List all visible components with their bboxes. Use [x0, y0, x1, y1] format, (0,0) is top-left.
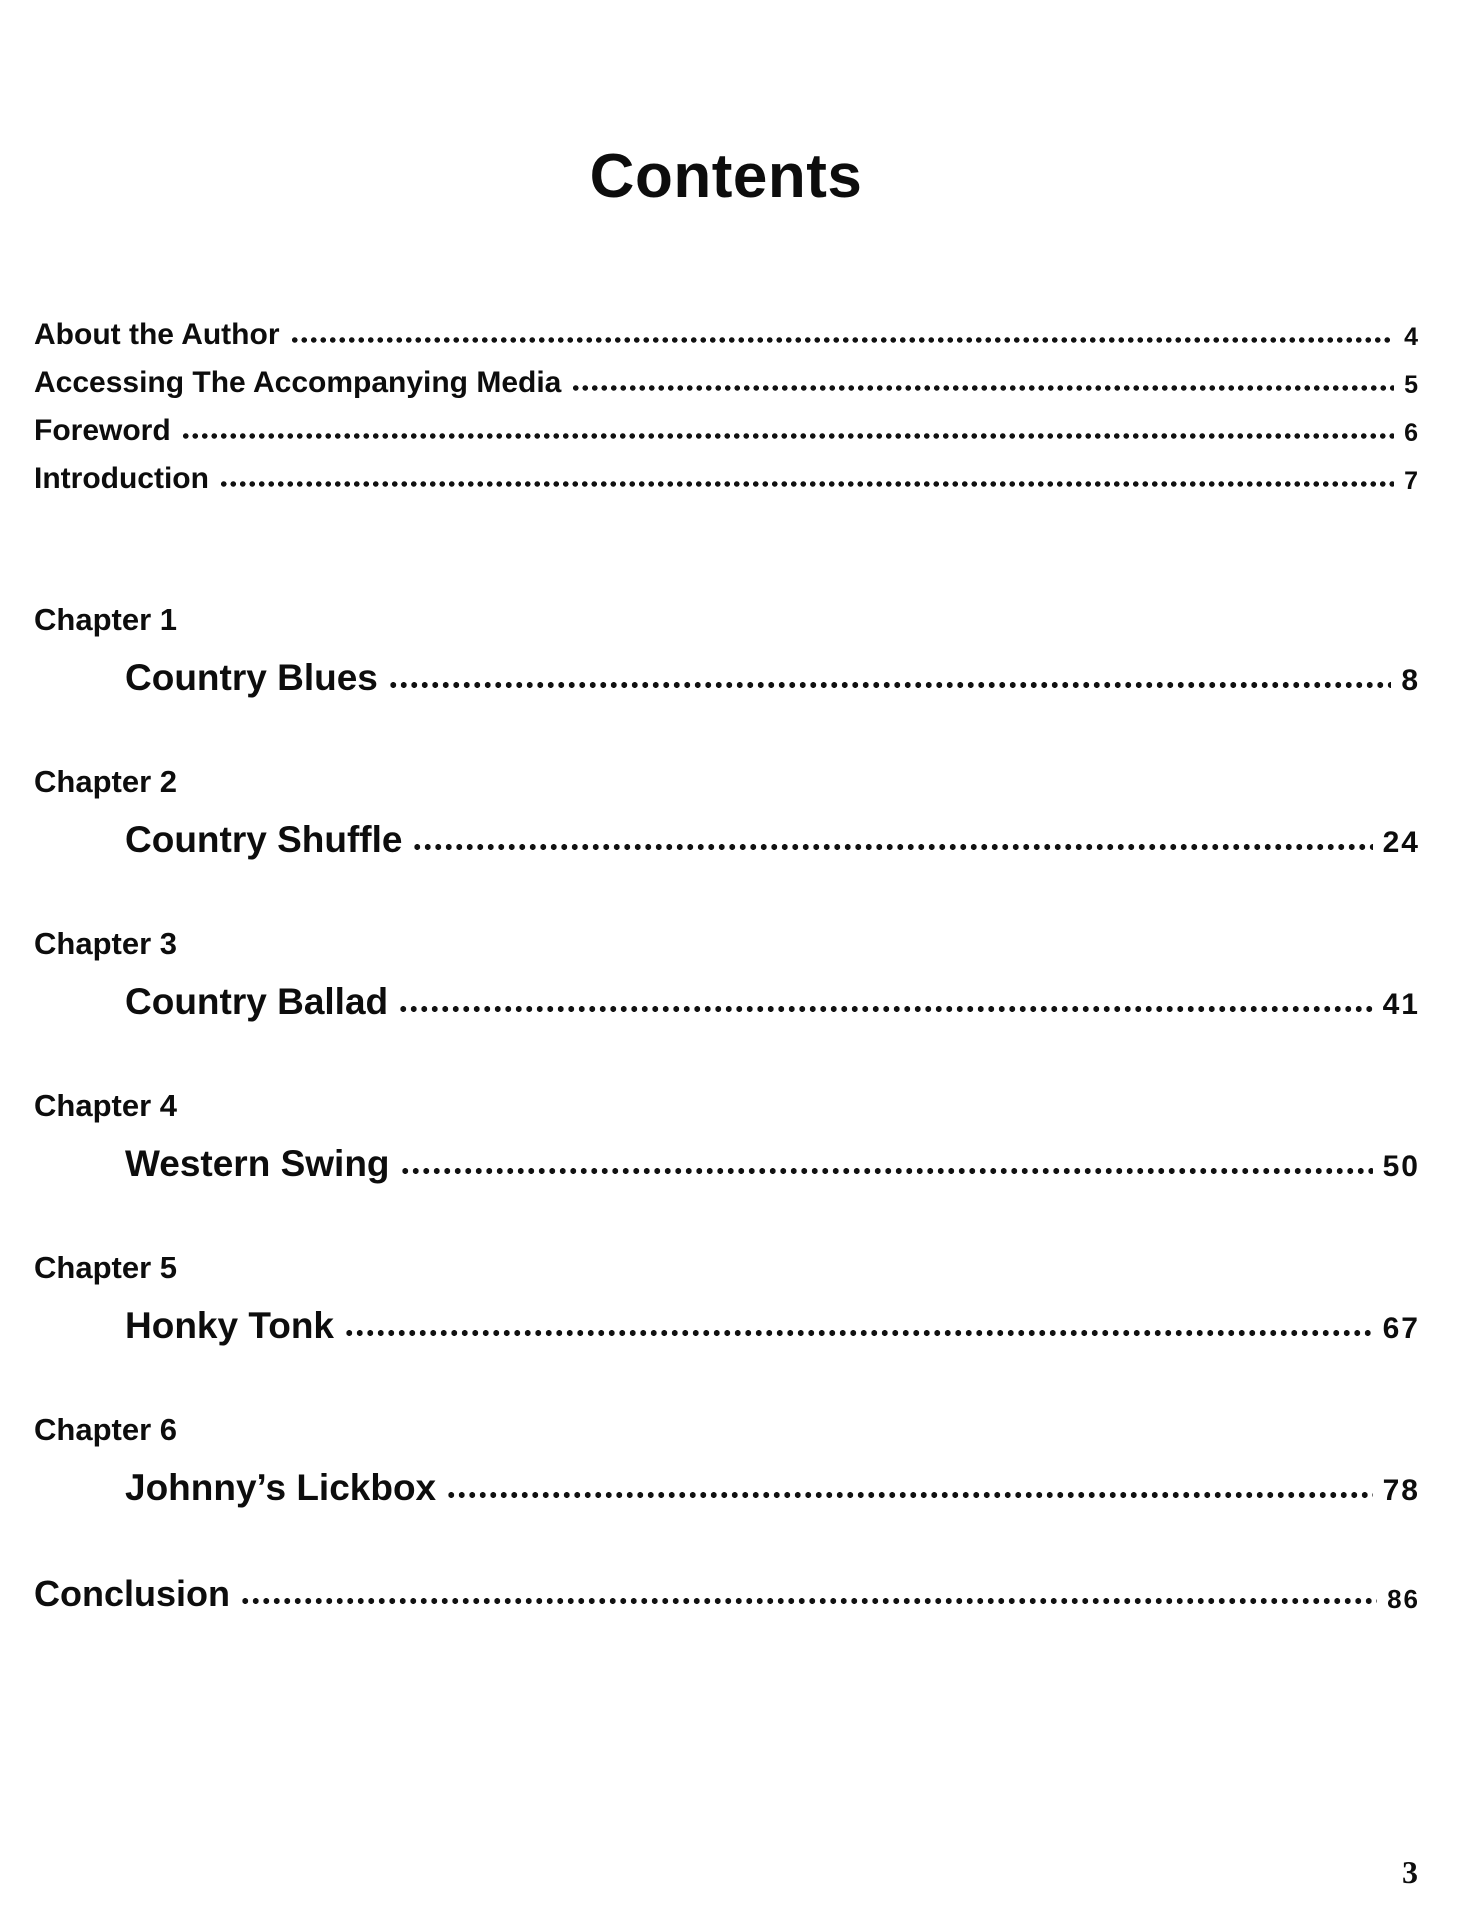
toc-entry-label: Conclusion	[34, 1573, 230, 1614]
dot-leader	[219, 481, 1394, 487]
chapter-title: Country Ballad	[125, 981, 389, 1022]
chapter-heading: Chapter 2	[34, 764, 177, 799]
chapter-title-row	[34, 1145, 1418, 1182]
chapter-heading: Chapter 1	[34, 602, 177, 637]
toc-entry-foreword	[34, 416, 1418, 446]
dot-leader	[398, 1006, 1372, 1012]
chapter-page: 67	[1382, 1312, 1420, 1345]
dot-leader	[181, 433, 1394, 439]
dot-leader	[240, 1598, 1377, 1604]
toc-entry-page: 6	[1404, 419, 1418, 447]
folio-page-number: 3	[1402, 1854, 1418, 1890]
chapter-title-row	[34, 1469, 1418, 1506]
dot-leader	[388, 682, 1391, 688]
dot-leader	[290, 337, 1395, 343]
toc-entry-page: 86	[1387, 1584, 1420, 1614]
dot-leader	[412, 844, 1372, 850]
chapter-page: 41	[1382, 988, 1420, 1021]
toc-entry-label: Accessing The Accompanying Media	[34, 366, 562, 399]
chapter-title: Western Swing	[125, 1143, 390, 1184]
chapter-block-3	[34, 928, 1418, 1020]
chapter-page: 8	[1401, 664, 1420, 697]
chapter-title-row	[34, 983, 1418, 1020]
chapter-list	[34, 604, 1418, 1506]
chapter-title: Honky Tonk	[125, 1305, 334, 1346]
toc-entry-introduction	[34, 464, 1418, 494]
toc-entry-page: 4	[1404, 323, 1418, 351]
chapter-heading: Chapter 5	[34, 1250, 177, 1285]
toc-entry-conclusion	[34, 1573, 1420, 1614]
toc-entry-about-the-author	[34, 320, 1418, 350]
chapter-block-4	[34, 1090, 1418, 1182]
chapter-title-row	[34, 659, 1418, 696]
chapter-heading: Chapter 3	[34, 926, 177, 961]
chapter-title: Country Blues	[125, 657, 378, 698]
dot-leader	[571, 385, 1394, 391]
chapter-block-1	[34, 604, 1418, 696]
chapter-title-row	[34, 1307, 1418, 1344]
chapter-block-6	[34, 1414, 1418, 1506]
chapter-heading: Chapter 4	[34, 1088, 177, 1123]
front-matter-list	[34, 320, 1418, 494]
dot-leader	[400, 1168, 1373, 1174]
chapter-page: 78	[1382, 1474, 1420, 1507]
toc-entry-page: 5	[1404, 371, 1418, 399]
chapter-title: Johnny’s Lickbox	[125, 1467, 437, 1508]
dot-leader	[344, 1330, 1373, 1336]
chapter-page: 50	[1382, 1150, 1420, 1183]
toc-entry-label: About the Author	[34, 318, 280, 351]
dot-leader	[446, 1492, 1372, 1498]
toc-entry-label: Foreword	[34, 414, 171, 447]
chapter-block-2	[34, 766, 1418, 858]
page-title: Contents	[589, 142, 863, 211]
toc-entry-accessing-media	[34, 368, 1418, 398]
toc-entry-page: 7	[1404, 467, 1418, 495]
chapter-heading: Chapter 6	[34, 1412, 177, 1447]
chapter-title-row	[34, 821, 1418, 858]
toc-entry-label: Introduction	[34, 462, 209, 495]
chapter-block-5	[34, 1252, 1418, 1344]
chapter-page: 24	[1382, 826, 1420, 859]
chapter-title: Country Shuffle	[125, 819, 403, 860]
